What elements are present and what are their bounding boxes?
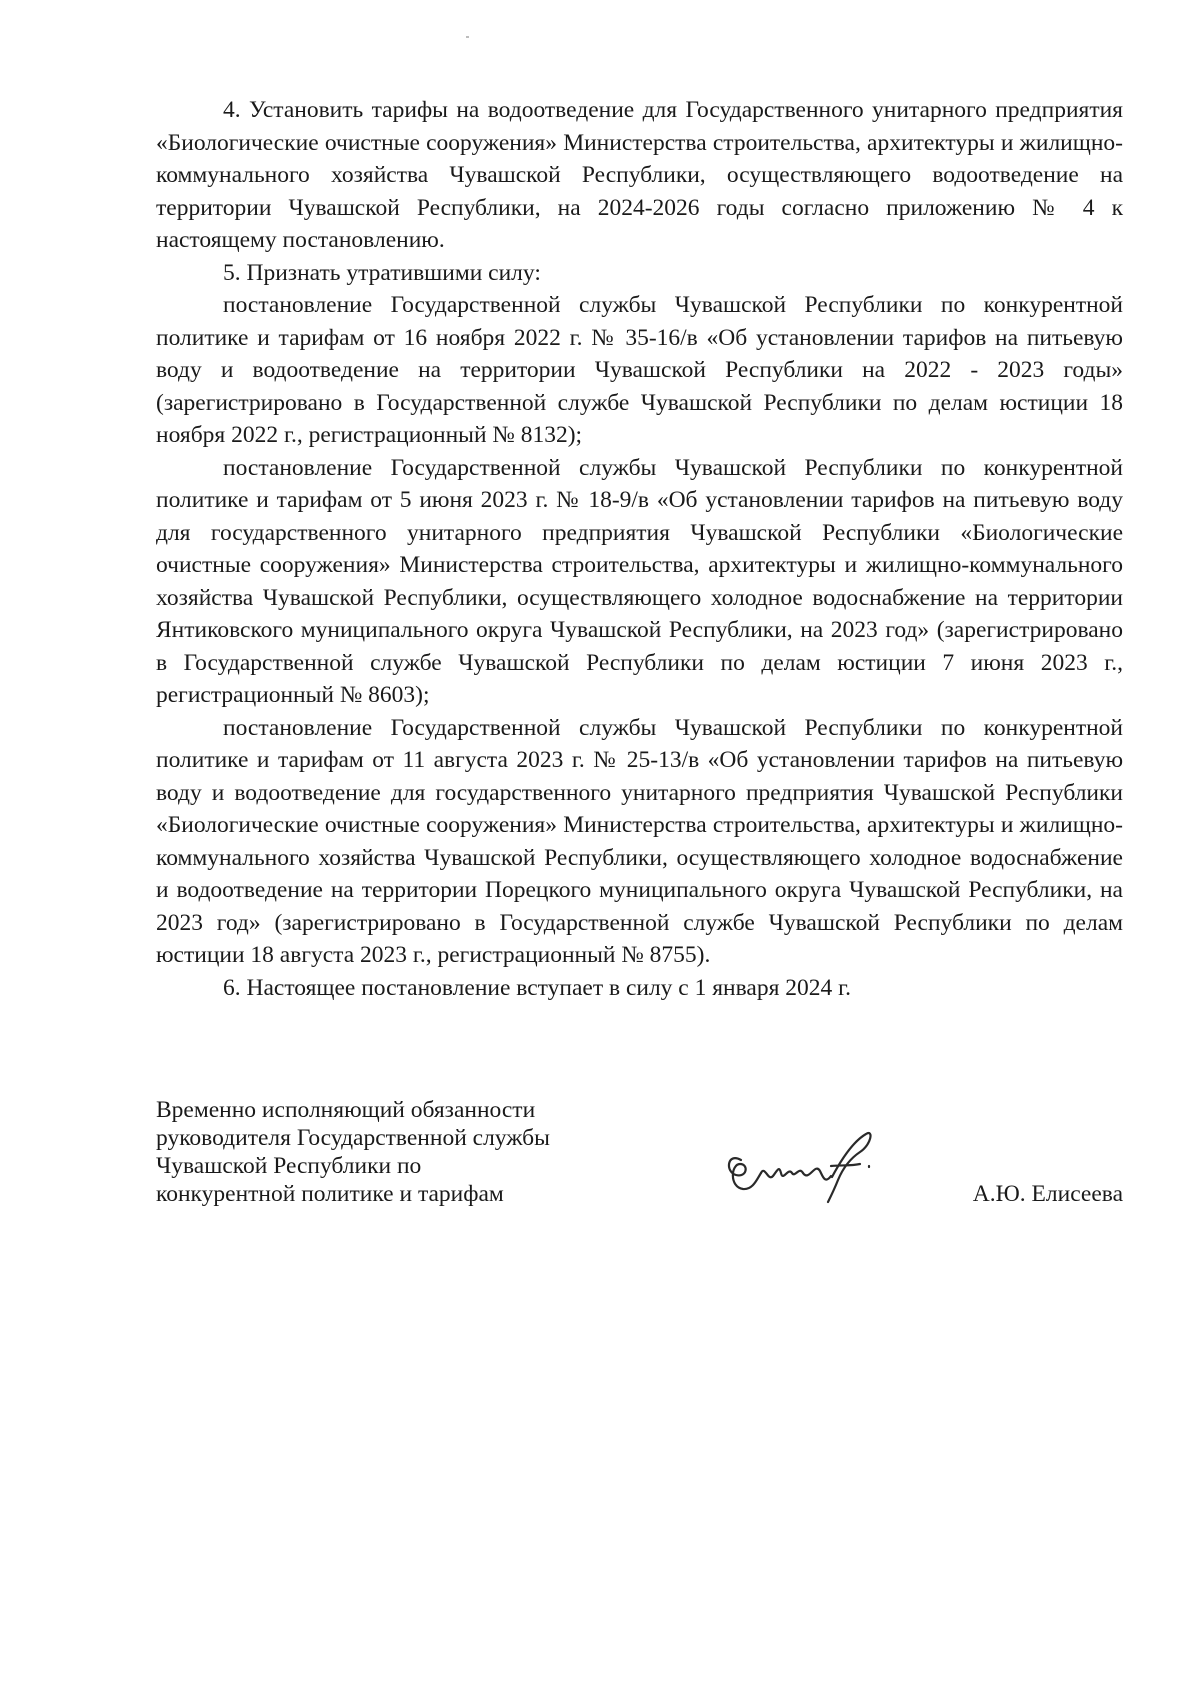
signer-position: [156, 1096, 616, 1208]
signer-position-line: Временно исполняющий обязанности: [156, 1097, 536, 1123]
signer-position-line: руководителя Государственной службы: [156, 1125, 550, 1151]
paragraph-item-6: 6. Настоящее постановление вступает в силу с 1 января 2024 г.: [223, 974, 852, 1001]
signer-position-line: Чувашской Республики по: [156, 1153, 422, 1179]
document-body: [156, 94, 1123, 1004]
repealed-act-2: постановление Государственной службы Чувашской Республики по конкурентной политике и тарифам от 5 июня 2023 г. № 18-9/в «Об установлении тарифов на питьевую воду для государственного унитарного предприятия Чувашской Республики «Биологические очистные сооружения» Министерства строительства, архитектуры и жилищно-коммунального хозяйства Чувашской Республики, осуществляющего холодное водоснабжение на территории Янтиковского муниципального округа Чувашской Республики, на 2023 год» (зарегистрировано в Государственной службе Чувашской Республики по делам юстиции 7 июня 2023 г., регистрационный № 8603);: [156, 454, 1123, 708]
handwritten-signature: [719, 1118, 891, 1204]
paragraph-item-5: 5. Признать утратившими силу:: [223, 259, 541, 286]
paragraph-item-4: 4. Установить тарифы на водоотведение для Государственного унитарного предприятия «Биологические очистные сооружения» Министерства строительства, архитектуры и жилищно-коммунального хозяйства Чувашской Республики, осуществляющего водоотведение на территории Чувашской Республики, на 2024-2026 годы согласно приложению № 4 к настоящему постановлению.: [156, 97, 1123, 253]
signer-position-line: конкурентной политике и тарифам: [156, 1181, 504, 1207]
signer-name: А.Ю. Елисеева: [972, 1181, 1123, 1207]
repealed-act-3: постановление Государственной службы Чувашской Республики по конкурентной политике и тарифам от 11 августа 2023 г. № 25-13/в «Об установлении тарифов на питьевую воду и водоотведение для государственного унитарного предприятия Чувашской Республики «Биологические очистные сооружения» Министерства строительства, архитектуры и жилищно-коммунального хозяйства Чувашской Республики, осуществляющего холодное водоснабжение и водоотведение на территории Порецкого муниципального округа Чувашской Республики, на 2023 год» (зарегистрировано в Государственной службе Чувашской Республики по делам юстиции 18 августа 2023 г., регистрационный № 8755).: [156, 714, 1123, 968]
scan-mark: [466, 36, 469, 38]
repealed-act-1: постановление Государственной службы Чувашской Республики по конкурентной политике и тарифам от 16 ноября 2022 г. № 35-16/в «Об установлении тарифов на питьевую воду и водоотведение на территории Чувашской Республики на 2022 - 2023 годы» (зарегистрировано в Государственной службе Чувашской Республики по делам юстиции 18 ноября 2022 г., регистрационный № 8132);: [156, 292, 1123, 448]
signature-block: [156, 1096, 1123, 1216]
